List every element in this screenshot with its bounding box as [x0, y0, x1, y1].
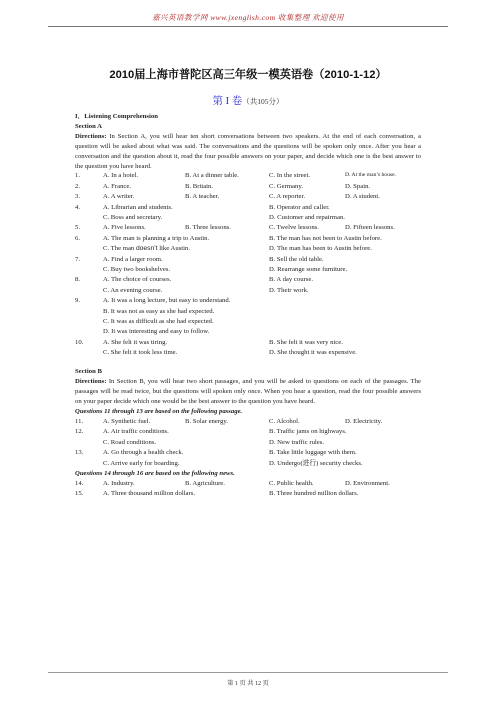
section-a-heading: Section A [75, 122, 102, 130]
question-12 [75, 427, 421, 437]
option-b: B. Sell the old table. [269, 255, 324, 263]
question-number: 11. [75, 418, 84, 425]
question-7-row-2 [75, 265, 421, 275]
question-1 [75, 171, 421, 181]
question-7 [75, 255, 421, 265]
question-number: 2. [75, 182, 81, 190]
option-c-part: like Austin. [157, 245, 191, 253]
page-footer: 第 1 页 共 12 页 [227, 680, 269, 687]
option-c: C. Road conditions. [103, 438, 157, 446]
option-a: A. Librarian and students. [103, 203, 173, 211]
question-9-row-2 [75, 307, 421, 317]
question-5 [75, 223, 421, 233]
option-b: B. Take little luggage with them. [269, 449, 357, 457]
section-a-directions [75, 132, 421, 172]
question-9-row-3 [75, 317, 421, 327]
option-a: A. The man is planning a trip to Austin. [103, 234, 210, 242]
option-c-part: doesn’t [135, 245, 158, 253]
question-15 [75, 489, 421, 499]
option-a: A. She felt it was tiring. [103, 338, 168, 346]
document-body [75, 112, 421, 500]
option-d: D. A student. [345, 193, 380, 201]
question-number: 12. [75, 428, 84, 436]
option-c: C. Boss and secretary. [103, 214, 163, 221]
option-d: D. The man has been to Austin before. [269, 245, 372, 253]
section-b-directions [75, 377, 421, 407]
option-b: B. She felt it was very nice. [269, 338, 343, 346]
option-c: C. Public health. [269, 479, 314, 487]
option-b: B. At a dinner table. [185, 172, 239, 180]
option-d: D. Spain. [345, 182, 371, 190]
option-b: B. A teacher. [185, 193, 220, 201]
question-number: 1. [75, 172, 81, 180]
footer-divider [48, 672, 448, 673]
volume-label: 第 I 卷 [212, 96, 243, 107]
question-number: 4. [75, 203, 81, 211]
question-number: 6. [75, 234, 81, 242]
question-number: 15. [75, 490, 84, 498]
option-c: C. A reporter. [269, 193, 306, 201]
option-d: D. Customer and repairman. [269, 214, 345, 221]
question-number: 3. [75, 193, 81, 201]
directions-label: Directions: [75, 378, 107, 386]
directions-text: In Section B, you will hear two short passages, and you will be asked to questions on each of the passages. The passages will be read twice, but the questions will spoken only once. When you hear a question, read the four possible answers on your paper decide which one would be the best answer to the question you have heard. [75, 378, 421, 406]
option-d: D. New traffic rules. [269, 438, 325, 446]
volume-heading [0, 93, 496, 108]
option-a: A. Five lessons. [103, 224, 146, 232]
question-number: 10. [75, 338, 84, 346]
option-a: A. Synthetic fuel. [103, 418, 151, 425]
header-divider [48, 26, 448, 27]
question-number: 9. [75, 297, 81, 305]
option-c: C. It was as difficult as she had expected. [103, 317, 214, 325]
option-d: D. It was interesting and easy to follow. [103, 328, 210, 336]
option-c: C. Germany. [269, 182, 303, 190]
part-heading: I．Listening Comprehension [75, 113, 158, 120]
question-number: 7. [75, 255, 81, 263]
question-3 [75, 192, 421, 202]
option-d: D. Environment. [345, 479, 390, 487]
option-c: C. Twelve lessons. [269, 224, 319, 232]
question-number: 5. [75, 224, 81, 232]
option-c: C. Arrive early for boarding. [103, 459, 180, 467]
page-title: 2010届上海市普陀区高三年级一模英语卷（2010-1-12） [109, 69, 387, 81]
passage-note-2: Questions 14 through 16 are based on the following news. [75, 469, 235, 477]
question-number: 13. [75, 449, 84, 457]
option-d: D. Fifteen lessons. [345, 224, 395, 232]
question-4 [75, 203, 421, 213]
option-b: B. The man has not been to Austin before. [269, 234, 382, 242]
section-gap [75, 358, 421, 367]
option-b: B. Traffic jams on highways. [269, 428, 347, 436]
question-14 [75, 479, 421, 489]
option-b: B. Solar energy. [185, 418, 228, 425]
option-a: A. Industry. [103, 479, 135, 487]
option-b: B. Three lessons. [185, 224, 231, 232]
option-a: A. Find a larger room. [103, 255, 163, 263]
option-c: C. An evening course. [103, 286, 163, 294]
question-8 [75, 275, 421, 285]
volume-note: （共105分） [242, 97, 284, 106]
option-a: A. A writer. [103, 193, 135, 201]
section-b-heading: Section B [75, 368, 102, 376]
option-a: A. Air traffic conditions. [103, 428, 169, 436]
directions-label: Directions: [75, 132, 107, 140]
option-d: D. Their work. [269, 286, 309, 294]
question-8-row-2 [75, 286, 421, 296]
directions-text: In Section A, you will hear ten short conversations between two speakers. At the end of each conversation, a question will be asked about what was said. The conversations and the questions will be spoken only once. After you hear a conversation and the question about it, read the four possible answers on your paper, and decide which one is the best answer to the question you have heard. [75, 132, 421, 170]
question-10 [75, 338, 421, 348]
option-a: A. Three thousand million dollars. [103, 490, 196, 498]
question-number: 8. [75, 276, 81, 284]
option-c: C. Alcohol. [269, 418, 300, 425]
option-b: B. It was not as easy as she had expected. [103, 307, 215, 315]
question-13 [75, 448, 421, 458]
question-11 [75, 417, 421, 427]
site-header: 嘉兴英语教学网 www.jxenglish.com 收集整理 欢迎使用 [151, 13, 345, 22]
question-6-row-2 [75, 244, 421, 254]
option-c [103, 244, 190, 254]
option-c: C. In the street. [269, 172, 311, 180]
question-4-row-2 [75, 213, 421, 223]
option-a: A. France. [103, 182, 132, 190]
question-10-row-2 [75, 348, 421, 358]
question-number: 14. [75, 479, 84, 487]
option-c-part: C. The man [103, 245, 136, 253]
option-c: C. She felt it took less time. [103, 349, 178, 357]
question-13-row-2 [75, 459, 421, 469]
option-d: D. Electricity. [345, 418, 383, 425]
question-9 [75, 296, 421, 306]
option-b: B. A day course. [269, 276, 314, 284]
option-d: D. She thought it was expensive. [269, 349, 357, 357]
option-c: C. Buy two bookshelves. [103, 265, 171, 273]
option-d: D. Rearrange some furniture. [269, 265, 348, 273]
question-9-row-4 [75, 327, 421, 337]
option-a: A. The choice of courses. [103, 276, 172, 284]
question-2 [75, 182, 421, 192]
option-b: B. Operator and caller. [269, 203, 330, 211]
option-b: B. Three hundred million dollars. [269, 490, 359, 498]
option-a: A. It was a long lecture, but easy to understand. [103, 297, 231, 305]
option-b: B. Agriculture. [185, 479, 225, 487]
question-6 [75, 234, 421, 244]
passage-note-1: Questions 11 through 13 are based on the following passage. [75, 408, 243, 416]
option-b: B. Britain. [185, 182, 214, 190]
option-a: A. In a hotel. [103, 172, 139, 180]
option-d: D. At the man’s house. [345, 172, 396, 179]
question-12-row-2 [75, 438, 421, 448]
option-a: A. Go through a health check. [103, 449, 184, 457]
option-d: D. Undergo(进行) security checks. [269, 459, 363, 467]
